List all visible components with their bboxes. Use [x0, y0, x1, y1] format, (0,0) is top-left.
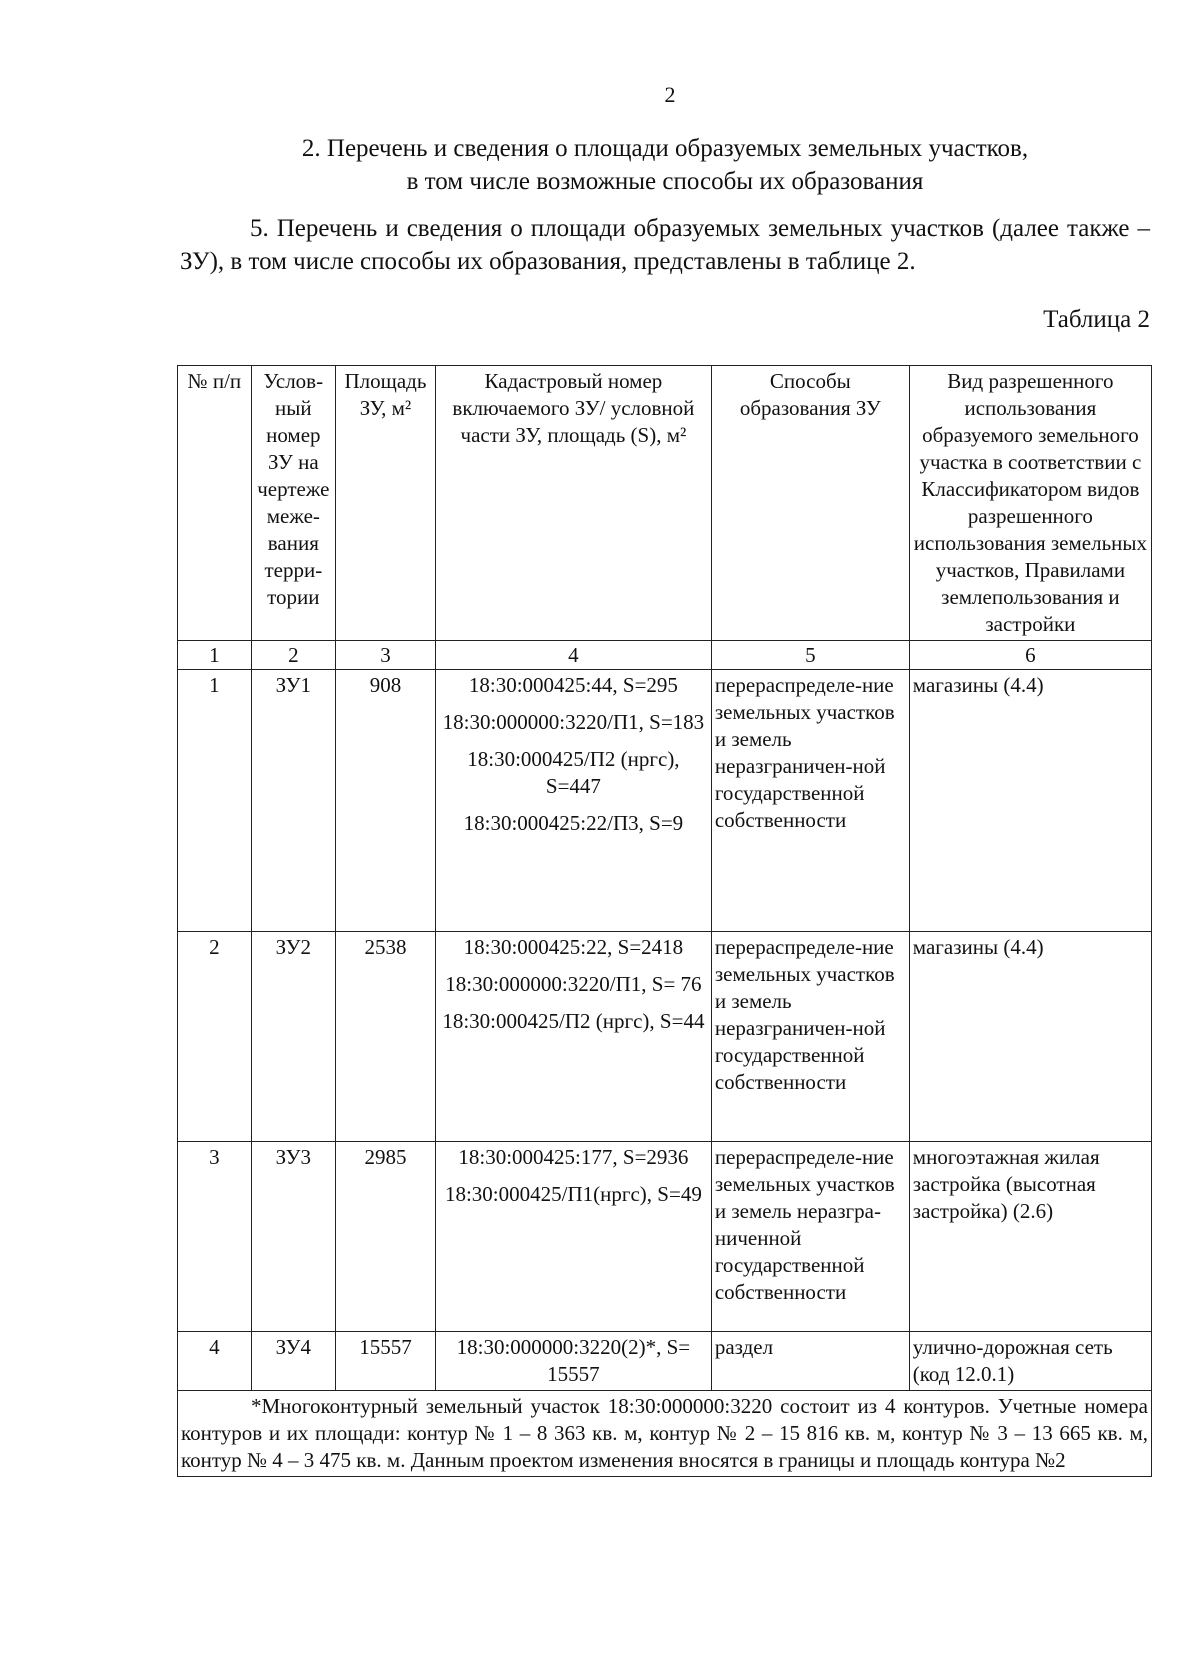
table-caption: Таблица 2 — [1043, 306, 1150, 333]
plot-area: 2985 — [335, 1142, 435, 1332]
col-number: 5 — [711, 641, 909, 670]
col-number: 6 — [909, 641, 1151, 670]
table-row — [178, 932, 1152, 1142]
header-col6: Вид разрешенного использования образуемого земельного участка в соответствии с Классификатором видов разрешенного использования земельных участков, Правилами землепользования и застройки — [909, 366, 1151, 641]
row-number: 1 — [178, 670, 252, 932]
cadastral-entry: 18:30:000425/П2 (нргс), S=44 — [442, 1009, 705, 1033]
cadastral-entry: 18:30:000000:3220(2)*, S= 15557 — [456, 1335, 691, 1386]
table-row — [178, 1332, 1152, 1391]
row-number: 2 — [178, 932, 252, 1142]
cadastral-entry: 18:30:000425:44, S=295 — [468, 673, 678, 697]
header-col1: № п/п — [178, 366, 252, 641]
row-number: 3 — [178, 1142, 252, 1332]
plot-area: 2538 — [335, 932, 435, 1142]
footnote: *Многоконтурный земельный участок 18:30:000000:3220 состоит из 4 контуров. Учетные номера контуров и их площади: контур № 1 – 8 363 кв. м, контур № 2 – 15 816 кв. м, контур № 3 – 13 665 кв. м, контур № 4 – 3 475 кв. м. Данным проектом изменения вносятся в границы и площадь контура №2 — [178, 1391, 1152, 1477]
plot-area: 15557 — [335, 1332, 435, 1391]
cadastral-list — [435, 1332, 711, 1391]
formation-method: раздел — [711, 1332, 909, 1391]
cadastral-list — [435, 670, 711, 932]
cadastral-entry: 18:30:000000:3220/П1, S=183 — [442, 710, 705, 734]
header-col3: Площадь ЗУ, м² — [335, 366, 435, 641]
table-header-row — [178, 366, 1152, 641]
header-col5: Способы образования ЗУ — [711, 366, 909, 641]
plot-code: ЗУ1 — [251, 670, 335, 932]
table-row — [178, 1142, 1152, 1332]
permitted-use: улично-дорожная сеть (код 12.0.1) — [909, 1332, 1151, 1391]
header-col2: Услов-ный номер ЗУ на чертеже меже-вания терри-тории — [251, 366, 335, 641]
section-heading — [180, 132, 1150, 198]
col-number: 2 — [251, 641, 335, 670]
header-col4: Кадастровый номер включаемого ЗУ/ условной части ЗУ, площадь (S), м² — [435, 366, 711, 641]
cadastral-list — [435, 932, 711, 1142]
column-number-row — [178, 641, 1152, 670]
cadastral-entry: 18:30:000425:22/П3, S=9 — [463, 811, 684, 835]
page-number: 2 — [664, 82, 676, 107]
table-row — [178, 670, 1152, 932]
col-number: 4 — [435, 641, 711, 670]
plot-code: ЗУ3 — [251, 1142, 335, 1332]
cadastral-entry: 18:30:000425/П1(нргс), S=49 — [444, 1182, 702, 1206]
plot-code: ЗУ2 — [251, 932, 335, 1142]
cadastral-entry: 18:30:000000:3220/П1, S= 76 — [445, 972, 702, 996]
col-number: 3 — [335, 641, 435, 670]
cadastral-entry: 18:30:000425:177, S=2936 — [458, 1145, 689, 1169]
land-plots-table — [177, 365, 1152, 1477]
formation-method: перераспределе-ние земельных участков и земель неразграничен-ной государственной собственности — [711, 670, 909, 932]
intro-paragraph: 5. Перечень и сведения о площади образуемых земельных участков (далее также – ЗУ), в том числе способы их образования, представлены в таблице 2. — [180, 215, 1150, 275]
footnote-row — [178, 1391, 1152, 1477]
permitted-use: магазины (4.4) — [909, 932, 1151, 1142]
permitted-use: магазины (4.4) — [909, 670, 1151, 932]
row-number: 4 — [178, 1332, 252, 1391]
plot-code: ЗУ4 — [251, 1332, 335, 1391]
permitted-use: многоэтажная жилая застройка (высотная застройка) (2.6) — [909, 1142, 1151, 1332]
section-heading-line1: 2. Перечень и сведения о площади образуемых земельных участков, — [301, 135, 1029, 162]
plot-area: 908 — [335, 670, 435, 932]
cadastral-entry: 18:30:000425:22, S=2418 — [463, 935, 684, 959]
cadastral-entry: 18:30:000425/П2 (нргс), S=447 — [467, 747, 680, 798]
col-number: 1 — [178, 641, 252, 670]
formation-method: перераспределе-ние земельных участков и земель неразграничен-ной государственной собственности — [711, 932, 909, 1142]
cadastral-list — [435, 1142, 711, 1332]
section-heading-line2: в том числе возможные способы их образования — [406, 168, 924, 195]
formation-method: перераспределе-ние земельных участков и земель неразгра-ниченной государственной собственности — [711, 1142, 909, 1332]
